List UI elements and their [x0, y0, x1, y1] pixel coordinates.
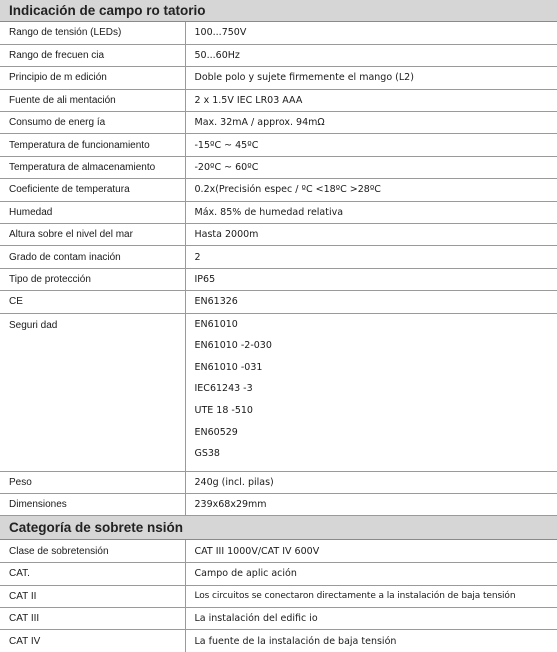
row-value: 2 x 1.5V IEC LR03 AAA — [185, 89, 557, 111]
table-row — [0, 493, 557, 515]
row-value: Hasta 2000m — [185, 224, 557, 246]
row-value: 0.2x(Precisión espec / ºC <18ºC >28ºC — [185, 179, 557, 201]
row-label: Altura sobre el nivel del mar — [0, 224, 185, 246]
row-label: Temperatura de almacenamiento — [0, 156, 185, 178]
table-row — [0, 246, 557, 268]
row-label: Rango de frecuen cia — [0, 44, 185, 66]
table-row — [0, 22, 557, 44]
row-label: Peso — [0, 471, 185, 493]
row-label: CE — [0, 291, 185, 313]
safety-standard: EN61010 -031 — [195, 357, 557, 379]
row-label: Fuente de ali mentación — [0, 89, 185, 111]
table-row — [0, 201, 557, 223]
row-value: 2 — [185, 246, 557, 268]
row-value: Max. 32mA / approx. 94mΩ — [185, 112, 557, 134]
section-title-phase-rotation: Indicación de campo ro tatorio — [0, 0, 557, 22]
table-row — [0, 630, 557, 652]
table-row — [0, 540, 557, 562]
row-value: 239x68x29mm — [185, 493, 557, 515]
row-label: Humedad — [0, 201, 185, 223]
row-value: IP65 — [185, 268, 557, 290]
row-value: La instalación del edific io — [185, 608, 557, 630]
table-row-safety — [0, 313, 557, 471]
row-label: CAT II — [0, 585, 185, 607]
table-row — [0, 67, 557, 89]
row-value: Doble polo y sujete firmemente el mango (L2) — [185, 67, 557, 89]
row-value: La fuente de la instalación de baja tensión — [185, 630, 557, 652]
row-value: -15ºC ~ 45ºC — [185, 134, 557, 156]
row-value-list — [185, 313, 557, 471]
row-label: CAT IV — [0, 630, 185, 652]
table-row — [0, 291, 557, 313]
row-label: CAT. — [0, 563, 185, 585]
table-row — [0, 268, 557, 290]
row-label: Coeficiente de temperatura — [0, 179, 185, 201]
safety-standard: IEC61243 -3 — [195, 378, 557, 400]
row-label: Seguri dad — [0, 313, 185, 471]
safety-standard: GS38 — [195, 443, 557, 465]
table-row — [0, 89, 557, 111]
table-row — [0, 224, 557, 246]
row-value: Máx. 85% de humedad relativa — [185, 201, 557, 223]
table-row — [0, 112, 557, 134]
row-label: Dimensiones — [0, 493, 185, 515]
safety-standard: EN61010 -2-030 — [195, 335, 557, 357]
row-value: 100...750V — [185, 22, 557, 44]
row-value: Los circuitos se conectaron directamente a la instalación de baja tensión — [185, 585, 557, 607]
row-label: CAT III — [0, 608, 185, 630]
row-value: CAT III 1000V/CAT IV 600V — [185, 540, 557, 562]
section-title-overvoltage: Categoría de sobrete nsión — [0, 516, 557, 540]
table-row — [0, 563, 557, 585]
row-value: -20ºC ~ 60ºC — [185, 156, 557, 178]
row-value: Campo de aplic ación — [185, 563, 557, 585]
safety-standard: EN61010 — [195, 314, 557, 336]
table-row — [0, 134, 557, 156]
table-row — [0, 608, 557, 630]
spec-table-phase-rotation — [0, 22, 557, 516]
table-row — [0, 179, 557, 201]
row-value: 50...60Hz — [185, 44, 557, 66]
row-value: 240g (incl. pilas) — [185, 471, 557, 493]
row-label: Consumo de energ ía — [0, 112, 185, 134]
row-label: Tipo de protección — [0, 268, 185, 290]
row-label: Temperatura de funcionamiento — [0, 134, 185, 156]
table-row — [0, 156, 557, 178]
row-value: EN61326 — [185, 291, 557, 313]
row-label: Principio de m edición — [0, 67, 185, 89]
table-row — [0, 44, 557, 66]
safety-standard: EN60529 — [195, 422, 557, 444]
spec-table-overvoltage — [0, 540, 557, 652]
row-label: Rango de tensión (LEDs) — [0, 22, 185, 44]
safety-standard: UTE 18 -510 — [195, 400, 557, 422]
table-row — [0, 585, 557, 607]
row-label: Grado de contam inación — [0, 246, 185, 268]
row-label: Clase de sobretensión — [0, 540, 185, 562]
table-row — [0, 471, 557, 493]
